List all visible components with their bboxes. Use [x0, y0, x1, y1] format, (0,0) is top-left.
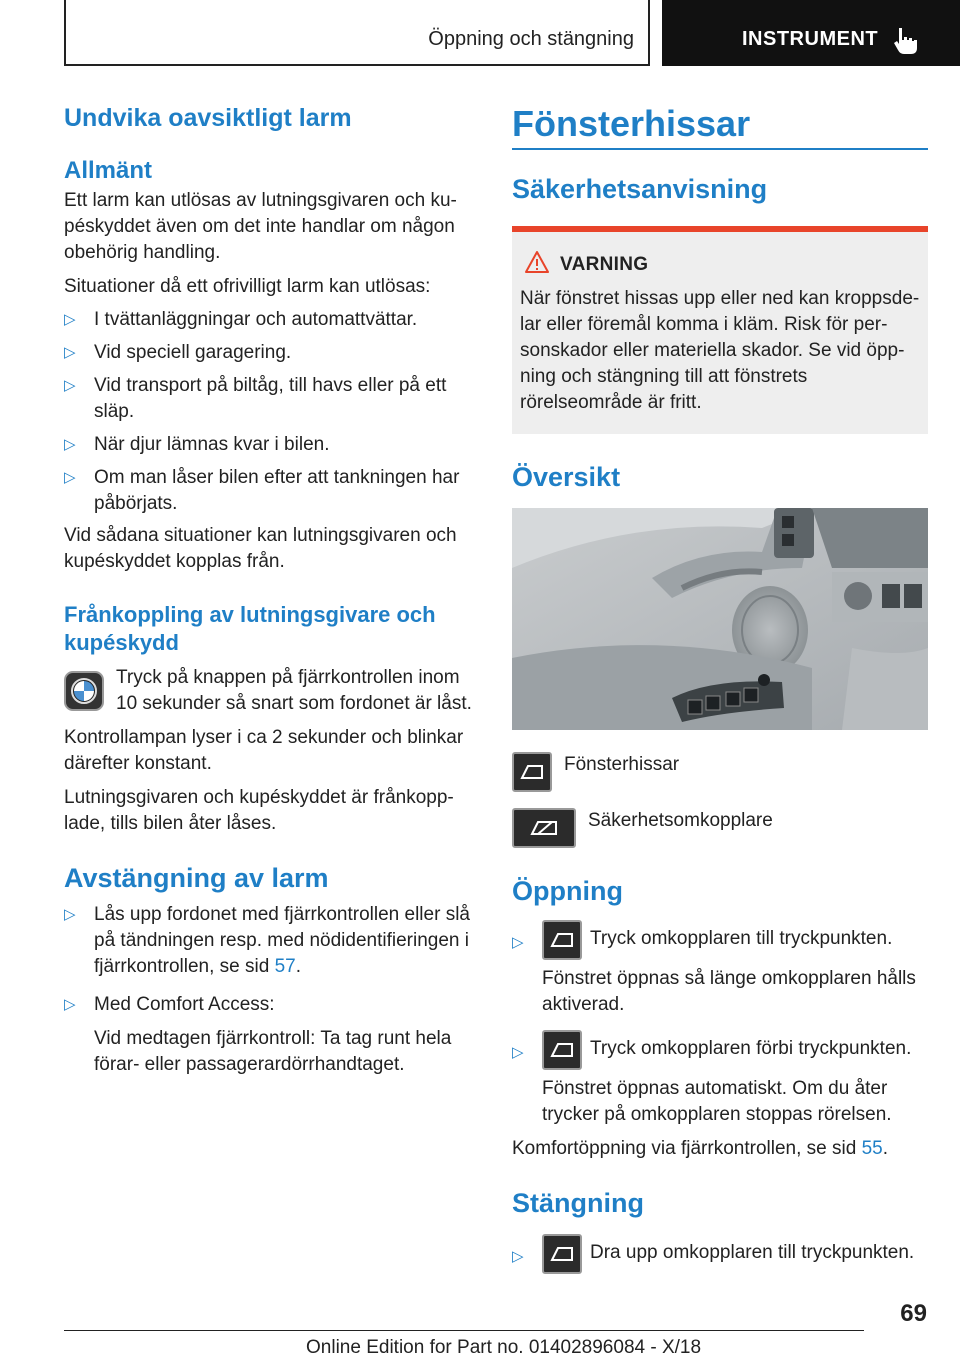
alarm-off-subtext: Vid medtagen fjärrkontroll: Ta tag runt hela förar- eller passagerardörrhandtaget. — [94, 1028, 452, 1075]
warning-title: VARNING — [560, 254, 649, 275]
list-item: ▷ Tryck omkopplaren förbi tryckpunkten. Fönstret öppnas automatiskt. Om du åter trycker på omkopplaren stoppas rörelsen. — [512, 1030, 928, 1128]
list-item: ▷ När djur lämnas kvar i bilen. — [64, 434, 330, 455]
safety-heading: Säkerhetsanvisning — [512, 174, 768, 204]
legend-window-lifts-label: Fönsterhissar — [564, 754, 680, 775]
opening-step2-subtext: Fönstret öppnas automatiskt. Om du åter trycker på omkopplaren stoppas rörelsen. — [542, 1078, 892, 1125]
header-section-title: Öppning och stängning — [428, 28, 634, 50]
list-item: ▷ Vid transport på biltåg, till havs eller på ett släp. — [64, 375, 447, 422]
window-switch-icon — [542, 1234, 582, 1274]
footer-edition: Online Edition for Part no. 01402896084 - X/18 — [306, 1337, 702, 1358]
alarm-title: Undvika oavsiktligt larm — [64, 104, 352, 132]
header-chapter-tab — [662, 0, 960, 66]
decouple-paragraph-1: Kontrollampan lyser i ca 2 sekunder och blinkar därefter konstant. — [64, 727, 464, 774]
list-item: ▷ Dra upp omkopplaren till tryckpunkten. — [512, 1234, 928, 1274]
general-heading: Allmänt — [64, 157, 153, 184]
window-switch-icon — [512, 752, 552, 792]
window-lifts-title: Fönsterhissar — [512, 103, 751, 144]
title-divider — [512, 148, 928, 150]
list-item: ▷ Om man låser bilen efter att tankningen har påbörjats. — [64, 467, 460, 514]
window-switch-icon — [542, 920, 582, 960]
legend-window-lifts — [512, 752, 928, 792]
general-paragraph-2: Situationer då ett ofrivilligt larm kan utlösas: — [64, 276, 431, 297]
comfort-opening-text: Komfortöppning via fjärrkontrollen, se sid 55. — [512, 1138, 888, 1159]
window-switch-icon — [542, 1030, 582, 1070]
right-column — [512, 102, 928, 1274]
decouple-instruction — [64, 665, 476, 717]
decouple-paragraph-2: Lutningsgivaren och kupéskyddet är frånkopp- lade, tills bilen åter låses. — [64, 787, 454, 834]
overview-heading: Översikt — [512, 462, 621, 492]
general-paragraph-1: Ett larm kan utlösas av lutningsgivaren och ku- péskyddet även om det inte handlar om någon obehörig handling. — [64, 190, 457, 263]
alarm-off-list — [64, 902, 476, 1078]
warning-triangle-icon — [524, 250, 550, 274]
list-item: ▷ Lås upp fordonet med fjärrkontrollen eller slå på tändningen resp. med nödidentifieringen i fjärrkontrollen, se sid 57. — [64, 904, 470, 977]
closing-list — [512, 1234, 928, 1274]
header-chapter-title: INSTRUMENT — [742, 28, 879, 50]
bmw-key-icon — [64, 671, 104, 711]
closing-heading: Stängning — [512, 1188, 644, 1218]
opening-step1-subtext: Fönstret öppnas så länge omkopplaren hålls aktiverad. — [542, 968, 916, 1015]
list-item: ▷ Vid speciell garagering. — [64, 342, 292, 363]
alarm-off-heading: Avstängning av larm — [64, 863, 329, 893]
safety-switch-icon — [512, 808, 576, 848]
opening-list — [512, 920, 928, 1128]
page-number: 69 — [900, 1300, 927, 1327]
decouple-heading: Frånkoppling av lutningsgivare och kupéskydd — [64, 602, 436, 655]
warning-box — [512, 226, 928, 434]
opening-heading: Öppning — [512, 876, 623, 906]
warning-text: När fönstret hissas upp eller ned kan kroppsde- lar eller föremål komma i kläm. Risk för per- sonskador eller materiella skador. Se vid öpp- ning och stängning till att fönstrets rörelseområde är fritt. — [520, 288, 920, 413]
general-paragraph-3: Vid sådana situationer kan lutningsgivaren och kupéskyddet kopplas från. — [64, 525, 457, 572]
page-link-55[interactable]: 55 — [861, 1138, 883, 1159]
page-link-57[interactable]: 57 — [274, 956, 296, 977]
list-item: ▷ Tryck omkopplaren till tryckpunkten. Fönstret öppnas så länge omkopplaren hålls aktiverad. — [512, 920, 928, 1018]
decouple-text: Tryck på knappen på fjärrkontrollen inom 10 sekunder så snart som fordonet är låst. — [116, 667, 472, 714]
hand-pointer-icon — [894, 26, 920, 56]
situation-list — [64, 307, 476, 517]
list-item: ▷ Med Comfort Access: Vid medtagen fjärrkontroll: Ta tag runt hela förar- eller passagerardörrhandtaget. — [64, 992, 476, 1078]
legend-safety-switch-label: Säkerhetsomkopplare — [588, 810, 773, 831]
door-panel-photo — [512, 508, 928, 730]
legend-safety-switch — [512, 808, 928, 848]
list-item: ▷ I tvättanläggningar och automattvättar. — [64, 309, 418, 330]
left-column — [64, 100, 476, 1078]
header-section-tab — [64, 0, 650, 66]
footer-divider — [64, 1330, 864, 1331]
